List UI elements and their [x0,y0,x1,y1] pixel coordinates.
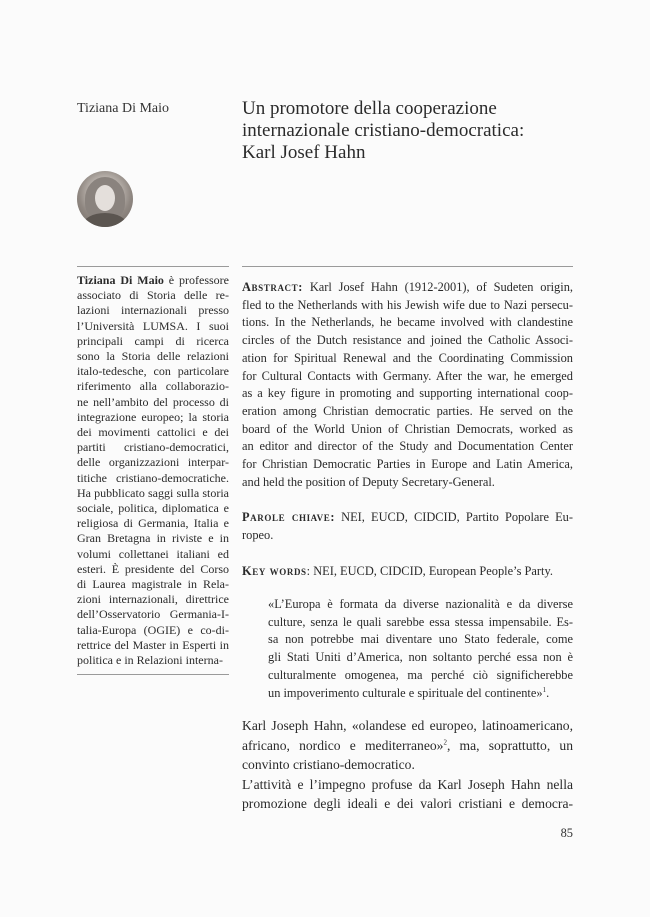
bio-line: sociale, politica, diplomatica e [77,501,229,516]
bio-line: dell’Osservatorio Germania-I- [77,607,229,622]
bio-line: di Laurea magistrale in Rela- [77,577,229,592]
bio-line: esteri. È presidente del Corso [77,561,229,576]
bio-line: integrazione europeo; la storia [77,409,229,424]
abstract-label: Abstract: [242,280,303,294]
keywords-english [242,563,573,581]
abstract-top-rule [242,266,573,267]
author-bio [77,266,229,675]
abstract-line: and held the position of Deputy Secretary-General. [242,474,495,489]
body-line: Karl Joseph Hahn, «olandese ed europeo, latinoamericano, [242,718,573,733]
author-photo [77,171,133,227]
body-line: africano, nordico e mediterraneo»$^2$, ma, soprattutto, un [242,737,573,753]
abstract-line: as a key figure in promoting and supporting international coop- [242,386,573,401]
bio-line: riferimento alla collaborazio- [77,379,229,394]
keywords-it-label: Parole chiave: [242,510,336,524]
abstract-line: an editor and director of the Study and Documentation Center [242,439,573,454]
quote-line-last: un impoverimento culturale e spirituale del continente»$^1$. [268,685,550,700]
title-line-2: internazionale cristiano-democratica: [242,120,525,141]
footnote-ref-2[interactable]: 2 [443,737,447,746]
bio-line: volumi collettanei italiani ed [77,546,229,561]
bio-line: rettrice del Master in Esperti in [77,637,229,652]
quote-line: gli Stati Uniti d’America, non soltanto perché essa non è [268,650,573,665]
abstract-line: board of the World Union of Christian Democrats, worked as [242,421,573,436]
author-name: Tiziana Di Maio [77,101,170,116]
page-number: 85 [560,826,573,840]
bio-line: politica e in Relazioni interna- [77,653,223,668]
abstract-line: circles of the Dutch resistance and joined the Catholic Associ- [242,333,573,348]
bio-line: associato di Storia delle re- [77,288,229,303]
abstract-line: eration among Christian democratic parties. He served on the [242,403,573,418]
footnote-ref-1[interactable]: 1 [542,685,547,694]
abstract-line: tions. In the Netherlands, he became involved with clandestine [242,315,573,330]
bio-line: delle organizzazioni interpar- [77,455,229,470]
bio-line: titiche cristiano-democratiche. [77,470,229,485]
body-line: promozione degli ideali e dei valori cristiani e democra- [242,796,573,811]
abstract-line: ation for Spiritual Renewal and the Coordinating Commission [242,350,573,365]
bio-line: zioni internazionali, direttrice [77,592,229,607]
quote-line: «L’Europa è formata da diverse nazionalità e da diverse [268,597,573,611]
bio-line: Gran Bretagna in riviste e in [77,531,229,546]
bio-line: Ha pubblicato saggi sulla storia [77,485,229,500]
bio-line: principali campi di ricerca [77,333,229,348]
quote-line: culture, senza le quali sarebbe essa stessa impensabile. Es- [268,614,573,629]
keywords-it-line-1: ropeo. [242,527,274,542]
bio-line: sono la Storia delle relazioni [77,349,229,364]
body-line: convinto cristiano-democratico. [242,757,415,772]
keywords-italian [242,509,573,544]
bio-line: lazioni internazionali presso [77,303,229,318]
quote-line: sa non potrebbe mai diventare uno Stato federale, come [268,632,573,647]
abstract-line: for Christian Democratic Parties in Europe and Latin America, [242,457,573,472]
keywords-it-line-0: Parole chiave: NEI, EUCD, CIDCID, Partito Popolare Eu- [242,510,574,524]
keywords-en-text: : NEI, EUCD, CIDCID, European People’s Party. [306,564,553,578]
abstract-line: fled to the Netherlands with his Jewish wife due to Nazi persecu- [242,297,573,312]
bio-line-0: Tiziana Di Maio è professore [77,273,229,287]
bio-line: talia-Europa (OGIE) e co-di- [77,622,229,637]
body-text [242,716,573,814]
body-line: L’attività e l’impegno profuse da Karl Joseph Hahn nella [242,776,573,792]
bio-line: ne nell’ambito del processo di [77,394,229,409]
bio-line: italo-tedesche, con particolare [77,364,229,379]
abstract-line-0: Abstract: Karl Josef Hahn (1912-2001), of Sudeten origin, [242,280,573,294]
bio-line: l’Università LUMSA. I suoi [77,318,229,333]
title-line-3: Karl Josef Hahn [242,142,366,163]
keywords-en-label: Key words [242,564,307,578]
bio-line: dei movimenti cattolici e dei [77,425,229,440]
abstract [242,279,573,491]
article-title [242,98,602,164]
bio-line: religiosa di Germania, Italia e [77,516,229,531]
quote-line: culturalmente omogenea, ma perché ciò significherebbe [268,667,573,682]
epigraph-quote [268,596,573,702]
abstract-line: for Cultural Contacts with Germany. After the war, he emerged [242,368,573,383]
bio-line: partiti cristiano-democratici, [77,440,229,455]
bio-name: Tiziana Di Maio [77,273,164,287]
title-line-1: Un promotore della cooperazione [242,98,497,119]
